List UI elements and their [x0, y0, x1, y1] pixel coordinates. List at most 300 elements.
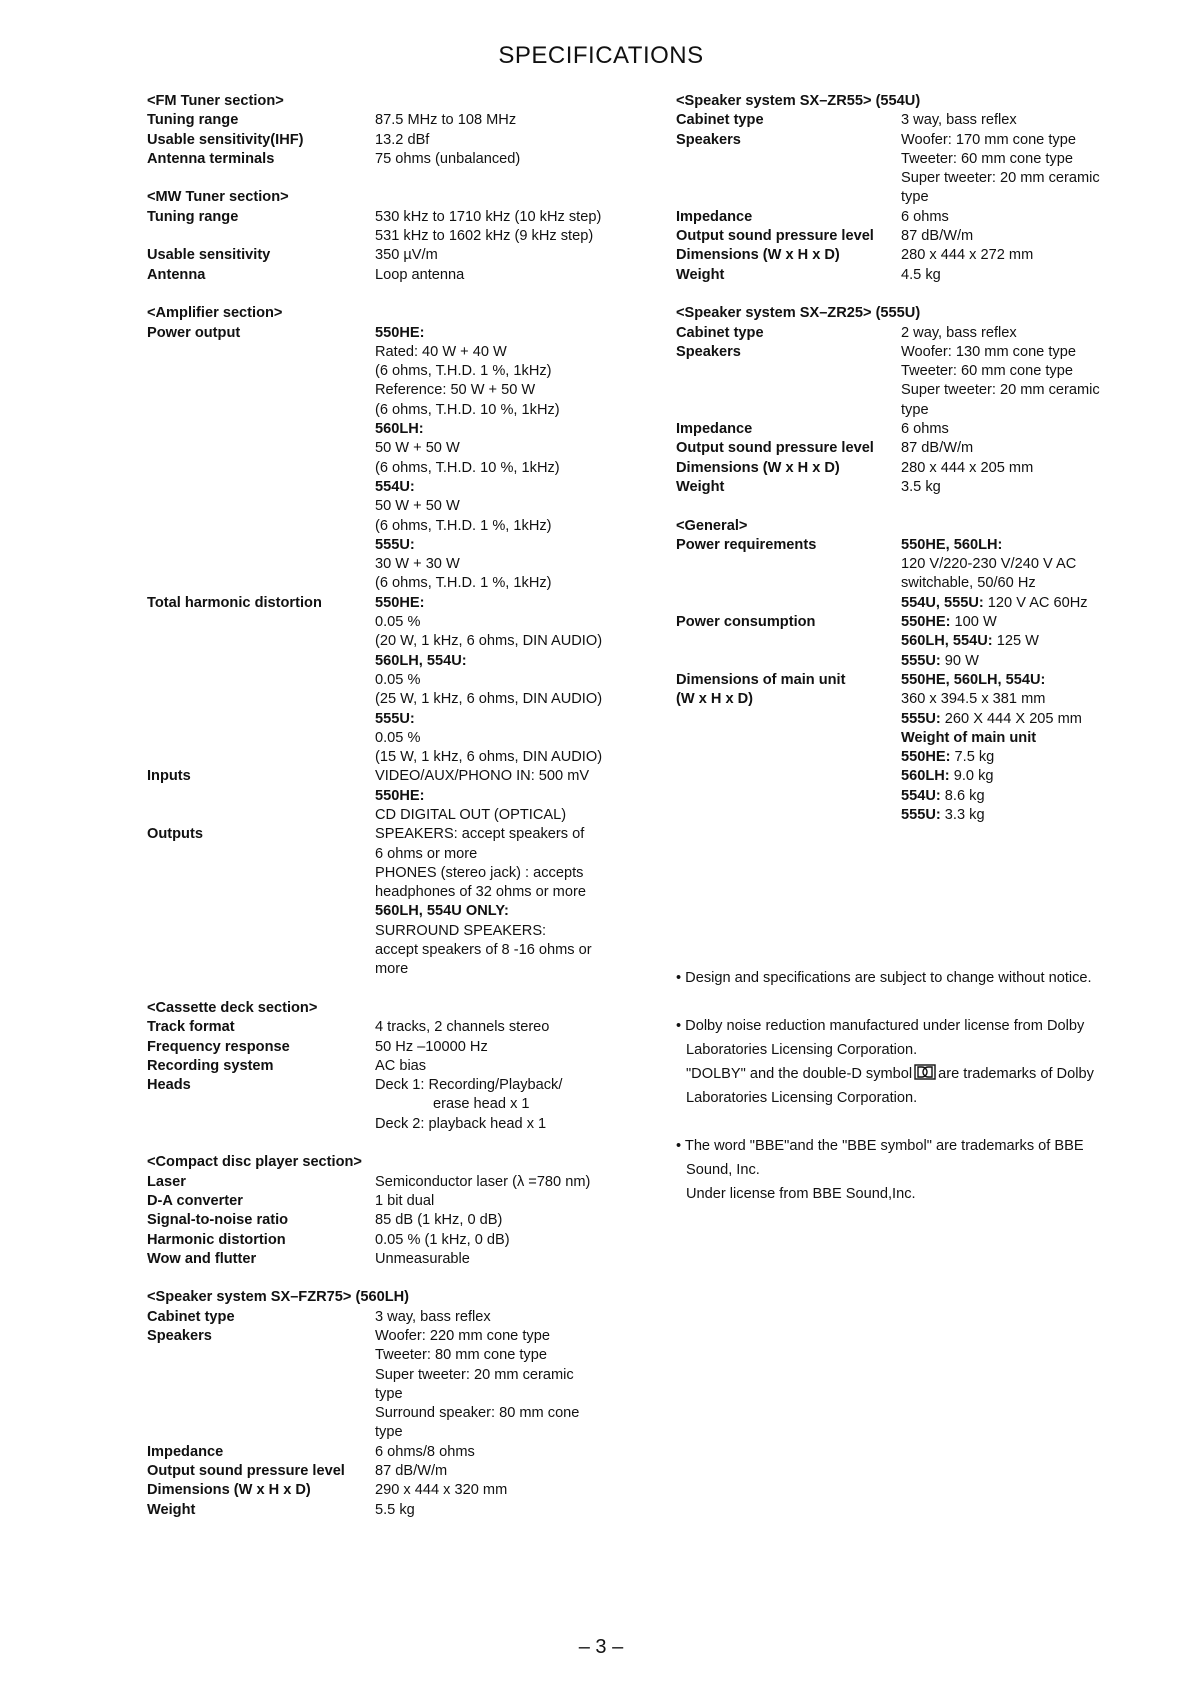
spec-label — [676, 613, 901, 671]
spec-value-line: 2 way, bass reflex — [901, 324, 1017, 341]
spec-value — [901, 613, 1176, 671]
spec-label — [676, 420, 901, 439]
spec-value-prefix: 555U: — [901, 652, 941, 669]
spec-value-prefix: 550HE: — [901, 614, 951, 631]
spec-value-line: 87 dB/W/m — [901, 228, 974, 245]
notes-block — [676, 966, 1176, 1230]
spec-value-line: PHONES (stereo jack) : accepts — [375, 864, 584, 881]
spec-row — [147, 324, 647, 594]
spec-row — [147, 1057, 647, 1076]
spec-value-line: SPEAKERS: accept speakers of — [375, 826, 585, 843]
spec-value-prefix: 560LH, 554U: — [901, 633, 993, 650]
spec-row — [676, 227, 1176, 246]
note-line: • The word "BBE"and the "BBE symbol" are trademarks of BBE — [676, 1138, 1084, 1154]
spec-row — [147, 1308, 647, 1327]
spec-value-line: 85 dB (1 kHz, 0 dB) — [375, 1212, 503, 1229]
spec-value-line: 75 ohms (unbalanced) — [375, 150, 521, 167]
spec-label-text: Usable sensitivity(IHF) — [147, 131, 304, 148]
spec-value-line: (6 ohms, T.H.D. 1 %, 1kHz) — [375, 517, 552, 534]
spec-label-text: Speakers — [676, 343, 741, 360]
spec-value-line: 560LH: — [375, 421, 424, 438]
spec-value-text: 8.6 kg — [940, 787, 985, 804]
spec-value-line: Surround speaker: 80 mm cone — [375, 1405, 580, 1422]
spec-value — [375, 1211, 647, 1230]
spec-label — [147, 1057, 375, 1076]
spec-value-line: 555U: — [375, 710, 415, 727]
spec-label — [147, 1192, 375, 1211]
note-line: Sound, Inc. — [686, 1162, 760, 1178]
note-line: Under license from BBE Sound,Inc. — [686, 1186, 916, 1202]
spec-value-line: 6 ohms — [901, 208, 949, 225]
spec-value-line: 550HE, 560LH: — [901, 536, 1003, 553]
spec-row — [676, 459, 1176, 478]
section-title: <FM Tuner section> — [147, 93, 284, 109]
spec-value-line: 0.05 % — [375, 671, 421, 688]
spec-value-line: Rated: 40 W + 40 W — [375, 343, 507, 360]
spec-value — [375, 1057, 647, 1076]
spec-value-line: Woofer: 170 mm cone type — [901, 131, 1076, 148]
spec-value — [375, 266, 647, 285]
spec-value — [375, 111, 647, 130]
spec-label-text: Power output — [147, 324, 241, 341]
spec-value-line: Weight of main unit — [901, 729, 1037, 746]
spec-value — [901, 671, 1176, 825]
spec-value — [375, 1443, 647, 1462]
spec-row — [147, 825, 647, 979]
spec-label — [147, 1443, 375, 1462]
spec-value-line: Unmeasurable — [375, 1250, 470, 1267]
spec-value-line: (6 ohms, T.H.D. 1 %, 1kHz) — [375, 363, 552, 380]
spec-value — [375, 208, 647, 247]
spec-label-text: (W x H x D) — [676, 691, 754, 708]
spec-row — [676, 246, 1176, 265]
spec-value-prefix: 555U: — [901, 806, 941, 823]
spec-value-text: 120 V AC 60Hz — [983, 594, 1088, 611]
spec-value — [375, 1173, 647, 1192]
spec-label — [676, 671, 901, 825]
spec-value-line: (15 W, 1 kHz, 6 ohms, DIN AUDIO) — [375, 749, 603, 766]
spec-row — [676, 111, 1176, 130]
spec-value-line: 30 W + 30 W — [375, 556, 460, 573]
spec-value — [375, 594, 647, 768]
spec-value-line: 120 V/220-230 V/240 V AC — [901, 556, 1077, 573]
spec-value — [901, 266, 1176, 285]
spec-label — [147, 1462, 375, 1481]
spec-row — [147, 1173, 647, 1192]
spec-value-line: 560LH, 554U: — [375, 652, 467, 669]
spec-row — [147, 1038, 647, 1057]
spec-label-text: Dimensions (W x H x D) — [676, 459, 840, 476]
spec-label — [676, 439, 901, 458]
spec-row — [676, 324, 1176, 343]
section-title: <MW Tuner section> — [147, 189, 289, 206]
spec-value-line: AC bias — [375, 1057, 427, 1074]
spec-row — [147, 1250, 647, 1269]
spec-value — [375, 1076, 647, 1134]
spec-label — [147, 1231, 375, 1250]
double-d-icon — [914, 1064, 936, 1080]
spec-value-line: 4 tracks, 2 channels stereo — [375, 1019, 550, 1036]
spec-value-line: Tweeter: 80 mm cone type — [375, 1347, 547, 1364]
spec-label-text: Inputs — [147, 768, 191, 785]
spec-label-text: Track format — [147, 1019, 235, 1036]
spec-value — [375, 246, 647, 265]
spec-value-line: 6 ohms — [901, 421, 949, 438]
spec-value-line: switchable, 50/60 Hz — [901, 575, 1036, 592]
spec-value-line: 550HE, 560LH, 554U: — [901, 671, 1046, 688]
spec-label-text: Antenna terminals — [147, 150, 275, 167]
spec-value — [901, 246, 1176, 265]
spec-value-prefix: 554U, 555U: — [901, 594, 984, 611]
spec-value-line: (20 W, 1 kHz, 6 ohms, DIN AUDIO) — [375, 633, 603, 650]
spec-label-text: Outputs — [147, 826, 203, 843]
section-title: <Speaker system SX–ZR25> (555U) — [676, 305, 921, 322]
spec-label-text: Tuning range — [147, 208, 239, 225]
spec-value-line: 560LH, 554U ONLY: — [375, 903, 509, 920]
spec-value-text: 7.5 kg — [950, 749, 995, 766]
spec-row — [147, 266, 647, 285]
spec-label-text: Harmonic distortion — [147, 1231, 286, 1248]
spec-row — [147, 1231, 647, 1250]
spec-value — [901, 478, 1176, 497]
spec-value-line: 555U: — [375, 536, 415, 553]
spec-value-line: Reference: 50 W + 50 W — [375, 382, 536, 399]
spec-label — [147, 767, 375, 825]
spec-value-line: 554U: — [375, 478, 415, 495]
spec-label-text: Speakers — [676, 131, 741, 148]
spec-value-line: type — [375, 1424, 403, 1441]
section-title: <Cassette deck section> — [147, 999, 318, 1016]
spec-value-line: 550HE: — [375, 594, 425, 611]
spec-label-text: Power requirements — [676, 536, 817, 553]
spec-section — [147, 1288, 647, 1520]
spec-row — [147, 1481, 647, 1500]
spec-value-line: Tweeter: 60 mm cone type — [901, 363, 1073, 380]
spec-row — [676, 208, 1176, 227]
right-column — [676, 92, 1176, 845]
spec-value — [901, 227, 1176, 246]
spec-value — [901, 131, 1176, 208]
spec-label — [676, 208, 901, 227]
spec-label — [147, 246, 375, 265]
spec-row — [676, 671, 1176, 825]
note-design — [676, 966, 1176, 990]
spec-row — [147, 150, 647, 169]
spec-label-text: Signal-to-noise ratio — [147, 1212, 289, 1229]
spec-value-text: 100 W — [950, 614, 997, 631]
spec-value-line: accept speakers of 8 -16 ohms or — [375, 942, 592, 959]
note-line: • Dolby noise reduction manufactured under license from Dolby — [676, 1018, 1085, 1034]
spec-value-line: 280 x 444 x 272 mm — [901, 247, 1034, 264]
spec-label — [147, 208, 375, 247]
spec-value-line: 50 Hz –10000 Hz — [375, 1038, 488, 1055]
spec-label — [147, 1211, 375, 1230]
spec-value — [901, 439, 1176, 458]
spec-label — [676, 266, 901, 285]
spec-value-line: Loop antenna — [375, 266, 465, 283]
spec-value-line: 5.5 kg — [375, 1501, 415, 1518]
spec-value-line — [901, 613, 1176, 632]
spec-row — [147, 767, 647, 825]
spec-label — [147, 150, 375, 169]
page-number: – 3 – — [578, 1636, 624, 1658]
spec-value — [375, 1308, 647, 1327]
spec-value-prefix: 554U: — [901, 787, 941, 804]
spec-label — [676, 343, 901, 420]
spec-row — [147, 131, 647, 150]
spec-label — [147, 324, 375, 594]
spec-label-text: Weight — [676, 266, 725, 283]
section-title: <Speaker system SX–FZR75> (560LH) — [147, 1289, 410, 1306]
spec-row — [147, 1501, 647, 1520]
spec-label-text: Wow and flutter — [147, 1250, 257, 1267]
spec-row — [676, 131, 1176, 208]
spec-value-line: (6 ohms, T.H.D. 1 %, 1kHz) — [375, 575, 552, 592]
spec-value-line: Deck 2: playback head x 1 — [375, 1115, 547, 1132]
spec-row — [676, 420, 1176, 439]
spec-value-line: 87 dB/W/m — [375, 1463, 448, 1480]
spec-value-line: 87 dB/W/m — [901, 440, 974, 457]
spec-label — [147, 266, 375, 285]
spec-label — [147, 825, 375, 979]
spec-row — [676, 613, 1176, 671]
spec-value-line — [901, 787, 1176, 806]
spec-value-line: Super tweeter: 20 mm ceramic — [375, 1366, 574, 1383]
spec-row — [676, 343, 1176, 420]
spec-section — [147, 304, 647, 979]
spec-label — [147, 594, 375, 768]
spec-section — [676, 92, 1176, 285]
spec-value — [901, 343, 1176, 420]
spec-value-line: 13.2 dBf — [375, 131, 430, 148]
spec-label-text: Output sound pressure level — [147, 1463, 345, 1480]
spec-value — [375, 1250, 647, 1269]
spec-value-line: type — [901, 189, 929, 206]
spec-section — [676, 517, 1176, 826]
section-title: <Speaker system SX–ZR55> (554U) — [676, 93, 921, 109]
spec-value-prefix: 555U: — [901, 710, 941, 727]
spec-label-text: Impedance — [676, 421, 753, 438]
spec-label-text: Cabinet type — [147, 1308, 235, 1325]
spec-label — [147, 131, 375, 150]
spec-value-line: 0.05 % — [375, 614, 421, 631]
spec-label-text: Dimensions (W x H x D) — [676, 247, 840, 264]
spec-label — [676, 536, 901, 613]
spec-value-line — [901, 806, 1176, 825]
spec-value-line — [901, 748, 1176, 767]
spec-value-line — [901, 710, 1176, 729]
spec-row — [147, 246, 647, 265]
spec-row — [147, 111, 647, 130]
spec-value-line: 1 bit dual — [375, 1192, 435, 1209]
spec-section — [147, 1153, 647, 1269]
spec-row — [147, 1192, 647, 1211]
spec-value-line: 6 ohms or more — [375, 845, 478, 862]
spec-value — [375, 1038, 647, 1057]
spec-row — [676, 536, 1176, 613]
spec-value-line: 4.5 kg — [901, 266, 941, 283]
spec-value-prefix: 560LH: — [901, 768, 950, 785]
spec-value-line: 0.05 % — [375, 729, 421, 746]
note-bbe — [676, 1134, 1176, 1206]
spec-value-line: SURROUND SPEAKERS: — [375, 922, 547, 939]
spec-label — [147, 1038, 375, 1057]
spec-row — [676, 478, 1176, 497]
left-column — [147, 92, 647, 1539]
spec-label — [147, 111, 375, 130]
spec-value-line: Super tweeter: 20 mm ceramic — [901, 382, 1100, 399]
spec-value-text: 260 X 444 X 205 mm — [940, 710, 1082, 727]
spec-label — [676, 131, 901, 208]
spec-value-line: type — [901, 401, 929, 418]
spec-label-text: Cabinet type — [676, 324, 764, 341]
spec-label-text: D-A converter — [147, 1192, 243, 1209]
spec-label — [147, 1018, 375, 1037]
spec-label — [147, 1481, 375, 1500]
spec-label-text: Impedance — [147, 1443, 224, 1460]
spec-value-text: 3.3 kg — [940, 806, 985, 823]
note-line: Laboratories Licensing Corporation. — [686, 1090, 918, 1106]
spec-row — [147, 1018, 647, 1037]
spec-label — [147, 1173, 375, 1192]
spec-row — [147, 208, 647, 247]
spec-value-line — [901, 767, 1176, 786]
spec-value — [375, 324, 647, 594]
spec-value-line: 3 way, bass reflex — [375, 1308, 491, 1325]
spec-label-text: Dimensions of main unit — [676, 671, 846, 688]
spec-value-line: 280 x 444 x 205 mm — [901, 459, 1034, 476]
spec-row — [147, 1462, 647, 1481]
note-text: "DOLBY" and the double-D symbol — [686, 1066, 913, 1082]
spec-value-line: Woofer: 130 mm cone type — [901, 343, 1076, 360]
spec-value-line: 3.5 kg — [901, 478, 941, 495]
spec-value-line: 550HE: — [375, 324, 425, 341]
spec-label-text: Speakers — [147, 1328, 212, 1344]
spec-value-line: 530 kHz to 1710 kHz (10 kHz step) — [375, 208, 602, 225]
spec-value-text: 9.0 kg — [949, 768, 994, 785]
spec-value-line: Deck 1: Recording/Playback/ — [375, 1077, 563, 1094]
spec-label-text: Weight — [676, 478, 725, 495]
spec-value-line: Tweeter: 60 mm cone type — [901, 150, 1073, 167]
spec-value-line: erase head x 1 — [433, 1096, 530, 1113]
spec-section — [147, 188, 647, 284]
spec-value — [375, 1481, 647, 1500]
spec-value-line: 50 W + 50 W — [375, 440, 460, 457]
spec-label-text: Recording system — [147, 1057, 274, 1074]
spec-value-line: 360 x 394.5 x 381 mm — [901, 691, 1046, 708]
spec-label-text: Tuning range — [147, 112, 239, 129]
section-title: <General> — [676, 517, 748, 534]
spec-value-line: Super tweeter: 20 mm ceramic — [901, 170, 1100, 187]
spec-label-text: Laser — [147, 1173, 186, 1190]
spec-row — [147, 1443, 647, 1462]
spec-value — [901, 459, 1176, 478]
spec-value-line: 531 kHz to 1602 kHz (9 kHz step) — [375, 228, 594, 245]
spec-value-prefix: 550HE: — [901, 749, 951, 766]
spec-label-text: Weight — [147, 1501, 196, 1518]
spec-label-text: Frequency response — [147, 1038, 290, 1055]
spec-label-text: Impedance — [676, 208, 753, 225]
note-dolby — [676, 1014, 1176, 1110]
spec-label — [676, 459, 901, 478]
spec-value — [375, 1192, 647, 1211]
spec-row — [147, 1211, 647, 1230]
spec-row — [147, 1327, 647, 1443]
spec-value-line: 550HE: — [375, 787, 425, 804]
note-text: are trademarks of Dolby — [938, 1066, 1094, 1082]
spec-label — [676, 227, 901, 246]
spec-label-text: Total harmonic distortion — [147, 594, 322, 611]
spec-value-line: more — [375, 961, 409, 978]
spec-value — [375, 1231, 647, 1250]
spec-value-line: 3 way, bass reflex — [901, 112, 1017, 129]
spec-row — [147, 1076, 647, 1134]
section-title: <Compact disc player section> — [147, 1154, 362, 1171]
spec-label — [147, 1076, 375, 1134]
spec-value — [375, 131, 647, 150]
spec-row — [147, 594, 647, 768]
spec-value — [901, 536, 1176, 613]
spec-label — [147, 1327, 375, 1443]
spec-value — [375, 150, 647, 169]
spec-label — [147, 1308, 375, 1327]
spec-value-line: 290 x 444 x 320 mm — [375, 1482, 508, 1499]
spec-value-line — [901, 652, 1176, 671]
spec-value — [901, 111, 1176, 130]
spec-value — [375, 1501, 647, 1520]
spec-value — [375, 767, 647, 825]
spec-value — [901, 208, 1176, 227]
spec-value-line: VIDEO/AUX/PHONO IN: 500 mV — [375, 768, 590, 785]
spec-value — [901, 324, 1176, 343]
spec-value-line: type — [375, 1385, 403, 1402]
spec-value-line: 350 µV/m — [375, 247, 438, 264]
spec-value — [375, 1018, 647, 1037]
spec-label-text: Dimensions (W x H x D) — [147, 1482, 311, 1499]
note-line: • Design and specifications are subject to change without notice. — [676, 970, 1092, 986]
spec-value-line: CD DIGITAL OUT (OPTICAL) — [375, 806, 567, 823]
spec-value-line: 50 W + 50 W — [375, 498, 460, 515]
spec-value — [901, 420, 1176, 439]
spec-label — [147, 1501, 375, 1520]
spec-value-line: (25 W, 1 kHz, 6 ohms, DIN AUDIO) — [375, 691, 603, 708]
spec-section — [147, 999, 647, 1134]
spec-value-line — [901, 632, 1176, 651]
spec-value-text: 90 W — [940, 652, 979, 669]
spec-section — [676, 304, 1176, 497]
spec-label-text: Output sound pressure level — [676, 440, 874, 457]
page-title: SPECIFICATIONS — [498, 42, 704, 69]
spec-value-line: headphones of 32 ohms or more — [375, 884, 586, 901]
spec-value-line: 87.5 MHz to 108 MHz — [375, 112, 517, 129]
spec-value-line: Woofer: 220 mm cone type — [375, 1328, 550, 1344]
spec-value-line: (6 ohms, T.H.D. 10 %, 1kHz) — [375, 459, 560, 476]
spec-value-line: Semiconductor laser (λ =780 nm) — [375, 1173, 591, 1190]
note-line — [676, 1062, 1176, 1086]
spec-label — [676, 324, 901, 343]
spec-value — [375, 1462, 647, 1481]
spec-label-text: Power consumption — [676, 614, 816, 631]
spec-value-line: 6 ohms/8 ohms — [375, 1443, 475, 1460]
spec-label — [676, 246, 901, 265]
spec-label — [676, 478, 901, 497]
spec-label — [147, 1250, 375, 1269]
spec-value-line — [901, 594, 1176, 613]
spec-row — [676, 439, 1176, 458]
spec-label-text: Output sound pressure level — [676, 228, 874, 245]
spec-label-text: Antenna — [147, 266, 206, 283]
spec-value — [375, 825, 647, 979]
